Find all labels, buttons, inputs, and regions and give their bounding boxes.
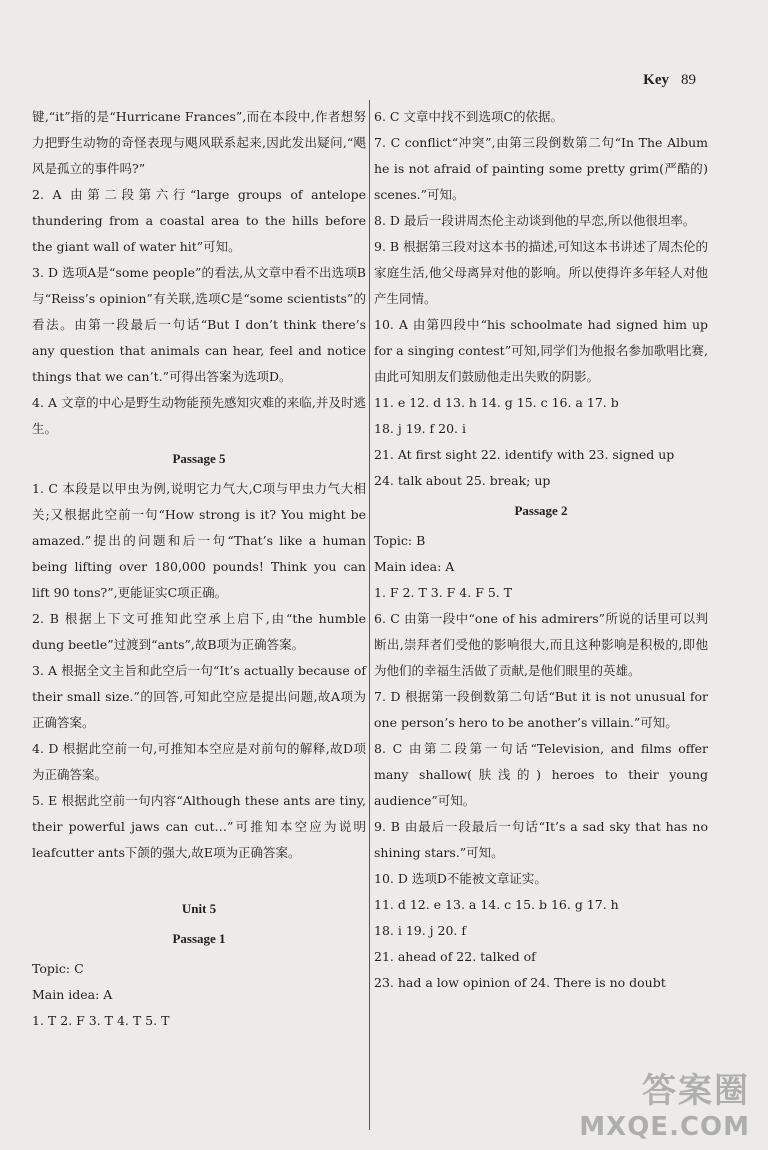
answer-item: 6. C 文章中找不到选项C的依据。 xyxy=(374,109,564,124)
answer-item: Topic: C xyxy=(32,961,84,976)
answer-item: 8. D 最后一段讲周杰伦主动谈到他的早恋,所以他很坦率。 xyxy=(374,213,696,228)
answer-item: 10. A 由第四段中“his schoolmate had signed him up for a singing contest”可知,同学们为他报名参加歌唱比赛,由此可知朋友们鼓励他走出失败的阴影。 xyxy=(374,317,708,384)
answer-item: 2. B 根据上下文可推知此空承上启下,由“the humble dung beetle”过渡到“ants”,故B项为正确答案。 xyxy=(32,611,366,652)
watermark-url: MXQE.COM xyxy=(579,1112,750,1142)
answer-item: 2. A 由第二段第六行“large groups of antelope thundering from a coastal area to the hills before the giant wall of water hit”可知。 xyxy=(32,187,366,254)
answer-item: 24. talk about 25. break; up xyxy=(374,473,551,488)
section-heading: Passage 2 xyxy=(514,503,568,518)
answer-item: 1. T 2. F 3. T 4. T 5. T xyxy=(32,1013,170,1028)
section-heading: Passage 5 xyxy=(172,451,226,466)
answer-item: 5. E 根据此空前一句内容“Although these ants are tiny, their powerful jaws can cut…”可推知本空应为说明leafcutter ants下颌的强大,故E项为正确答案。 xyxy=(32,793,366,860)
spacer xyxy=(32,866,366,892)
answer-item: 1. F 2. T 3. F 4. F 5. T xyxy=(374,585,513,600)
answer-item: 23. had a low opinion of 24. There is no doubt xyxy=(374,975,666,990)
answer-item: 键,“it”指的是“Hurricane Frances”,而在本段中,作者想努力把野生动物的奇怪表现与飓风联系起来,因此发出疑问,“飓风是孤立的事件吗?” xyxy=(32,109,366,176)
header-key-label: Key xyxy=(643,72,669,88)
answer-item: Main idea: A xyxy=(374,559,455,574)
answer-item: 4. D 根据此空前一句,可推知本空应是对前句的解释,故D项为正确答案。 xyxy=(32,741,366,782)
answer-item: Topic: B xyxy=(374,533,426,548)
answer-item: 18. i 19. j 20. f xyxy=(374,923,467,938)
answer-item: Main idea: A xyxy=(32,987,113,1002)
watermark-text: 答案圈 xyxy=(642,1071,750,1111)
section-heading: Unit 5 xyxy=(181,901,217,916)
column-divider xyxy=(369,100,370,1130)
answer-item: 10. D 选项D不能被文章证实。 xyxy=(374,871,547,886)
answer-item: 8. C 由第二段第一句话“Television, and films offer many shallow(肤浅的) heroes to their young audience”可知。 xyxy=(374,741,708,808)
answer-item: 3. D 选项A是“some people”的看法,从文章中看不出选项B与“Reiss’s opinion”有关联,选项C是“some scientists”的看法。由第一段最后一句话“But I don’t think there’s any question that animals can hear, feel and notice things that we can’t.”可得出答案为选项D。 xyxy=(32,265,366,384)
answer-item: 11. e 12. d 13. h 14. g 15. c 16. a 17. b xyxy=(374,395,619,410)
watermark-logo xyxy=(579,1063,750,1142)
answer-item: 7. C conflict“冲突”,由第三段倒数第二句“In The Album he is not afraid of painting some pretty grim(严酷的) scenes.”可知。 xyxy=(374,135,708,202)
section-heading: Passage 1 xyxy=(172,931,226,946)
page-header xyxy=(643,72,696,89)
left-column xyxy=(32,104,366,1034)
answer-item: 9. B 由最后一段最后一句话“It’s a sad sky that has no shining stars.”可知。 xyxy=(374,819,708,860)
answer-item: 9. B 根据第三段对这本书的描述,可知这本书讲述了周杰伦的家庭生活,他父母离异对他的影响。所以使得许多年轻人对他产生同情。 xyxy=(374,239,708,306)
answer-item: 3. A 根据全文主旨和此空后一句“It’s actually because of their small size.”的回答,可知此空应是提出问题,故A项为正确答案。 xyxy=(32,663,366,730)
answer-item: 11. d 12. e 13. a 14. c 15. b 16. g 17. h xyxy=(374,897,619,912)
answer-item: 21. ahead of 22. talked of xyxy=(374,949,536,964)
answer-item: 4. A 文章的中心是野生动物能预先感知灾难的来临,并及时逃生。 xyxy=(32,395,366,436)
answer-item: 1. C 本段是以甲虫为例,说明它力气大,C项与甲虫力气大相关;又根据此空前一句“How strong is it? You might be amazed.”提出的问题和后一句“That’s like a human being lifting over 180,000 pounds! Think you can lift 90 tons?”,更能证实C项正确。 xyxy=(32,481,366,600)
right-column xyxy=(374,104,708,996)
answer-item: 21. At first sight 22. identify with 23. signed up xyxy=(374,447,675,462)
page-number: 89 xyxy=(681,72,696,88)
answer-item: 7. D 根据第一段倒数第二句话“But it is not unusual for one person’s hero to be another’s villain.”可知。 xyxy=(374,689,708,730)
answer-item: 18. j 19. f 20. i xyxy=(374,421,467,436)
answer-item: 6. C 由第一段中“one of his admirers”所说的话里可以判断出,崇拜者们受他的影响很大,而且这种影响是积极的,即他为他们的幸福生活做了贡献,是他们眼里的英雄。 xyxy=(374,611,708,678)
